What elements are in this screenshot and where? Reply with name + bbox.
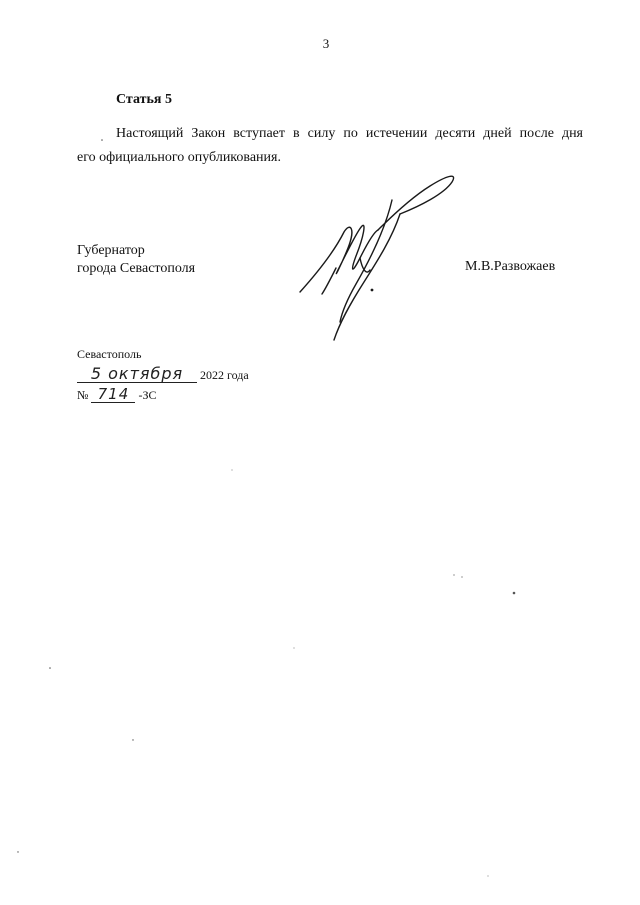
place-of-signing: Севастополь (77, 347, 142, 361)
handwritten-law-number: 714 (91, 386, 135, 403)
signing-date (77, 366, 249, 383)
governor-title-line-2: города Севастополя (77, 261, 196, 276)
article-title: Статья 5 (116, 92, 172, 107)
page-number: 3 (322, 36, 330, 51)
number-sign: № (77, 388, 89, 402)
article-body-line-2: его официального опубликования. (77, 150, 281, 165)
law-number (77, 386, 156, 403)
governor-name: М.В.Развожаев (465, 259, 556, 274)
article-body-line-1: Настоящий Закон вступает в силу по истечении десяти дней после дня (116, 126, 583, 141)
governor-title-line-1: Губернатор (77, 243, 145, 258)
governor-title (77, 242, 195, 278)
article-body (77, 122, 583, 170)
date-year: 2022 года (200, 368, 249, 382)
law-number-suffix: -ЗС (138, 388, 157, 402)
handwritten-date: 5 октября (77, 366, 197, 383)
